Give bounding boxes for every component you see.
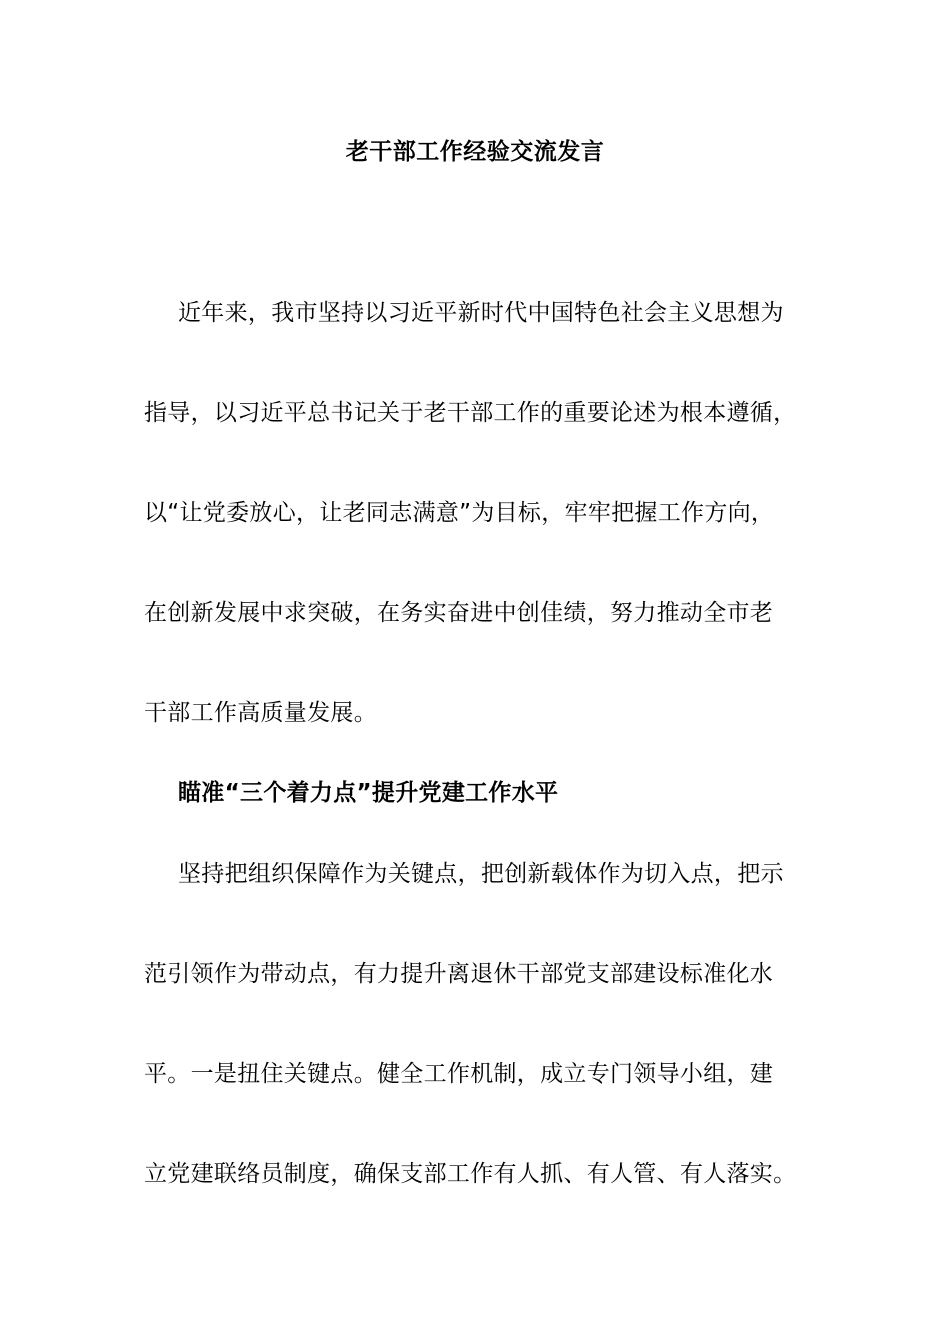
paragraph-line: 范引领作为带动点，有力提升离退休干部党支部建设标准化水 — [144, 961, 774, 987]
paragraph-line: 指导，以习近平总书记关于老干部工作的重要论述为根本遵循， — [144, 400, 797, 426]
paragraph-line: 在创新发展中求突破，在务实奋进中创佳绩，努力推动全市老 — [144, 600, 774, 626]
paragraph-line: 近年来，我市坚持以习近平新时代中国特色社会主义思想为 — [178, 300, 784, 326]
section-heading: 瞄准“三个着力点”提升党建工作水平 — [178, 780, 559, 806]
paragraph-line: 干部工作高质量发展。 — [144, 700, 377, 726]
paragraph-line: 坚持把组织保障作为关键点，把创新载体作为切入点，把示 — [178, 861, 784, 887]
document-title: 老干部工作经验交流发言 — [345, 139, 605, 165]
paragraph-line: 立党建联络员制度，确保支部工作有人抓、有人管、有人落实。 — [144, 1161, 797, 1187]
paragraph-line: 以“让党委放心，让老同志满意”为目标，牢牢把握工作方向， — [144, 500, 775, 526]
paragraph-line: 平。一是扭住关键点。健全工作机制，成立专门领导小组，建 — [144, 1061, 774, 1087]
